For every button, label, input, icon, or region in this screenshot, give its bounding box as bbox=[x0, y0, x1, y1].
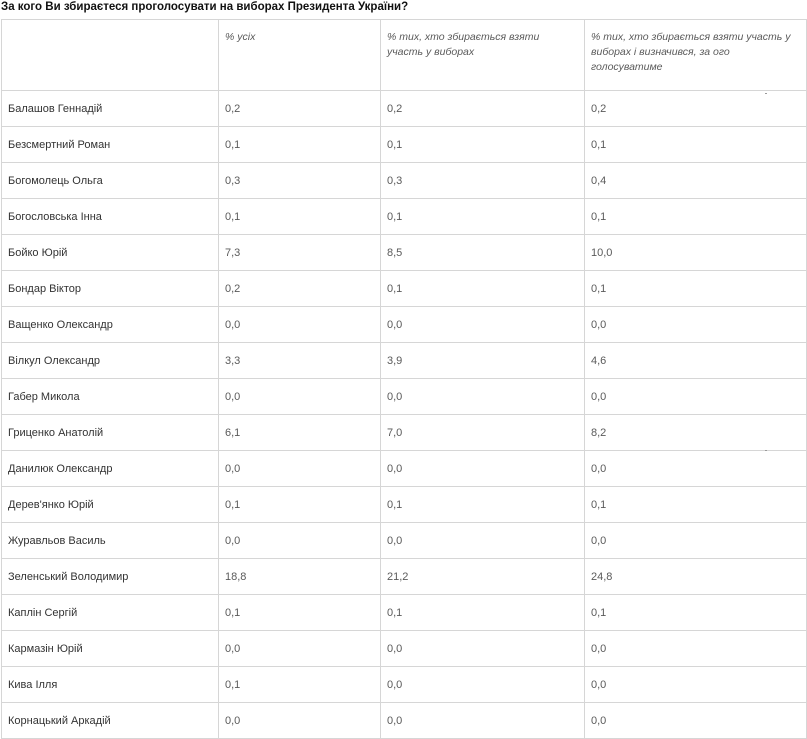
value-all-cell: 0,0 bbox=[219, 307, 381, 343]
header-cell-decided-voters: % тих, хто збирається взяти участь у виборах і визначився, за ого голосуватиме bbox=[585, 20, 807, 91]
candidate-name-cell: Бойко Юрій bbox=[2, 235, 219, 271]
candidate-name-cell: Ващенко Олександр bbox=[2, 307, 219, 343]
value-all-cell: 7,3 bbox=[219, 235, 381, 271]
value-decided-cell: 0,0 bbox=[585, 307, 807, 343]
table-row bbox=[2, 703, 807, 739]
value-decided-cell: 0,0 bbox=[585, 667, 807, 703]
value-voters-cell: 0,1 bbox=[381, 487, 585, 523]
table-row bbox=[2, 631, 807, 667]
candidate-name-cell: Корнацький Аркадій bbox=[2, 703, 219, 739]
candidate-name-cell: Гриценко Анатолій bbox=[2, 415, 219, 451]
value-voters-cell: 0,1 bbox=[381, 271, 585, 307]
value-voters-cell: 3,9 bbox=[381, 343, 585, 379]
value-decided-cell: 0,1 bbox=[585, 271, 807, 307]
candidate-name-cell: Кармазін Юрій bbox=[2, 631, 219, 667]
table-row bbox=[2, 307, 807, 343]
value-voters-cell: 21,2 bbox=[381, 559, 585, 595]
value-voters-cell: 0,2 bbox=[381, 91, 585, 127]
table-row bbox=[2, 163, 807, 199]
value-all-cell: 0,3 bbox=[219, 163, 381, 199]
value-all-cell: 0,1 bbox=[219, 199, 381, 235]
header-cell-candidate bbox=[2, 20, 219, 91]
value-voters-cell: 0,0 bbox=[381, 631, 585, 667]
candidate-name-cell: Журавльов Василь bbox=[2, 523, 219, 559]
value-all-cell: 0,1 bbox=[219, 127, 381, 163]
table-row bbox=[2, 199, 807, 235]
value-all-cell: 0,2 bbox=[219, 271, 381, 307]
value-all-cell: 0,1 bbox=[219, 595, 381, 631]
value-voters-cell: 0,3 bbox=[381, 163, 585, 199]
table-row bbox=[2, 379, 807, 415]
value-decided-cell: 0,0 bbox=[585, 451, 807, 487]
value-voters-cell: 0,0 bbox=[381, 667, 585, 703]
value-all-cell: 0,1 bbox=[219, 667, 381, 703]
value-decided-cell: 24,8 bbox=[585, 559, 807, 595]
table-row bbox=[2, 595, 807, 631]
value-voters-cell: 0,1 bbox=[381, 595, 585, 631]
table-row bbox=[2, 127, 807, 163]
value-all-cell: 3,3 bbox=[219, 343, 381, 379]
value-decided-cell: 0,1 bbox=[585, 487, 807, 523]
table-row bbox=[2, 667, 807, 703]
value-voters-cell: 8,5 bbox=[381, 235, 585, 271]
value-decided-cell: 0,1 bbox=[585, 199, 807, 235]
header-cell-likely-voters: % тих, хто збирається взяти участь у виборах bbox=[381, 20, 585, 91]
value-all-cell: 0,0 bbox=[219, 703, 381, 739]
value-decided-cell: 0,0 bbox=[585, 523, 807, 559]
value-decided-cell: 0,4 bbox=[585, 163, 807, 199]
table-header-row bbox=[2, 20, 807, 91]
value-decided-cell: 0,1 bbox=[585, 127, 807, 163]
value-decided-cell: 8,2 bbox=[585, 415, 807, 451]
value-decided-cell: 10,0 bbox=[585, 235, 807, 271]
candidate-name-cell: Дерев'янко Юрій bbox=[2, 487, 219, 523]
value-voters-cell: 0,0 bbox=[381, 523, 585, 559]
candidate-name-cell: Кива Ілля bbox=[2, 667, 219, 703]
value-all-cell: 0,0 bbox=[219, 523, 381, 559]
table-row bbox=[2, 91, 807, 127]
table-row bbox=[2, 235, 807, 271]
header-cell-all-respondents: % усіх bbox=[219, 20, 381, 91]
poll-results-table bbox=[1, 19, 807, 739]
candidate-name-cell: Бондар Віктор bbox=[2, 271, 219, 307]
value-voters-cell: 0,1 bbox=[381, 127, 585, 163]
candidate-name-cell: Богомолець Ольга bbox=[2, 163, 219, 199]
value-voters-cell: 0,0 bbox=[381, 703, 585, 739]
candidate-name-cell: Безсмертний Роман bbox=[2, 127, 219, 163]
value-voters-cell: 0,1 bbox=[381, 199, 585, 235]
candidate-name-cell: Зеленський Володимир bbox=[2, 559, 219, 595]
value-all-cell: 6,1 bbox=[219, 415, 381, 451]
value-voters-cell: 0,0 bbox=[381, 379, 585, 415]
poll-question-title: За кого Ви збираєтеся проголосувати на виборах Президента України? bbox=[1, 1, 409, 13]
candidate-name-cell: Богословська Інна bbox=[2, 199, 219, 235]
value-decided-cell: 0,2 bbox=[585, 91, 807, 127]
candidate-name-cell: Балашов Геннадій bbox=[2, 91, 219, 127]
stray-mark bbox=[765, 93, 767, 94]
table-row bbox=[2, 271, 807, 307]
stray-mark bbox=[765, 450, 767, 451]
value-all-cell: 0,2 bbox=[219, 91, 381, 127]
table-row bbox=[2, 451, 807, 487]
value-decided-cell: 4,6 bbox=[585, 343, 807, 379]
value-decided-cell: 0,0 bbox=[585, 631, 807, 667]
candidate-name-cell: Габер Микола bbox=[2, 379, 219, 415]
candidate-name-cell: Вілкул Олександр bbox=[2, 343, 219, 379]
candidate-name-cell: Каплін Сергій bbox=[2, 595, 219, 631]
value-all-cell: 0,0 bbox=[219, 631, 381, 667]
value-all-cell: 18,8 bbox=[219, 559, 381, 595]
value-voters-cell: 0,0 bbox=[381, 451, 585, 487]
value-all-cell: 0,0 bbox=[219, 379, 381, 415]
table-row bbox=[2, 487, 807, 523]
value-decided-cell: 0,0 bbox=[585, 703, 807, 739]
table-row bbox=[2, 559, 807, 595]
value-voters-cell: 7,0 bbox=[381, 415, 585, 451]
value-all-cell: 0,1 bbox=[219, 487, 381, 523]
value-decided-cell: 0,1 bbox=[585, 595, 807, 631]
table-row bbox=[2, 343, 807, 379]
candidate-name-cell: Данилюк Олександр bbox=[2, 451, 219, 487]
table-row bbox=[2, 523, 807, 559]
value-all-cell: 0,0 bbox=[219, 451, 381, 487]
value-decided-cell: 0,0 bbox=[585, 379, 807, 415]
value-voters-cell: 0,0 bbox=[381, 307, 585, 343]
table-row bbox=[2, 415, 807, 451]
